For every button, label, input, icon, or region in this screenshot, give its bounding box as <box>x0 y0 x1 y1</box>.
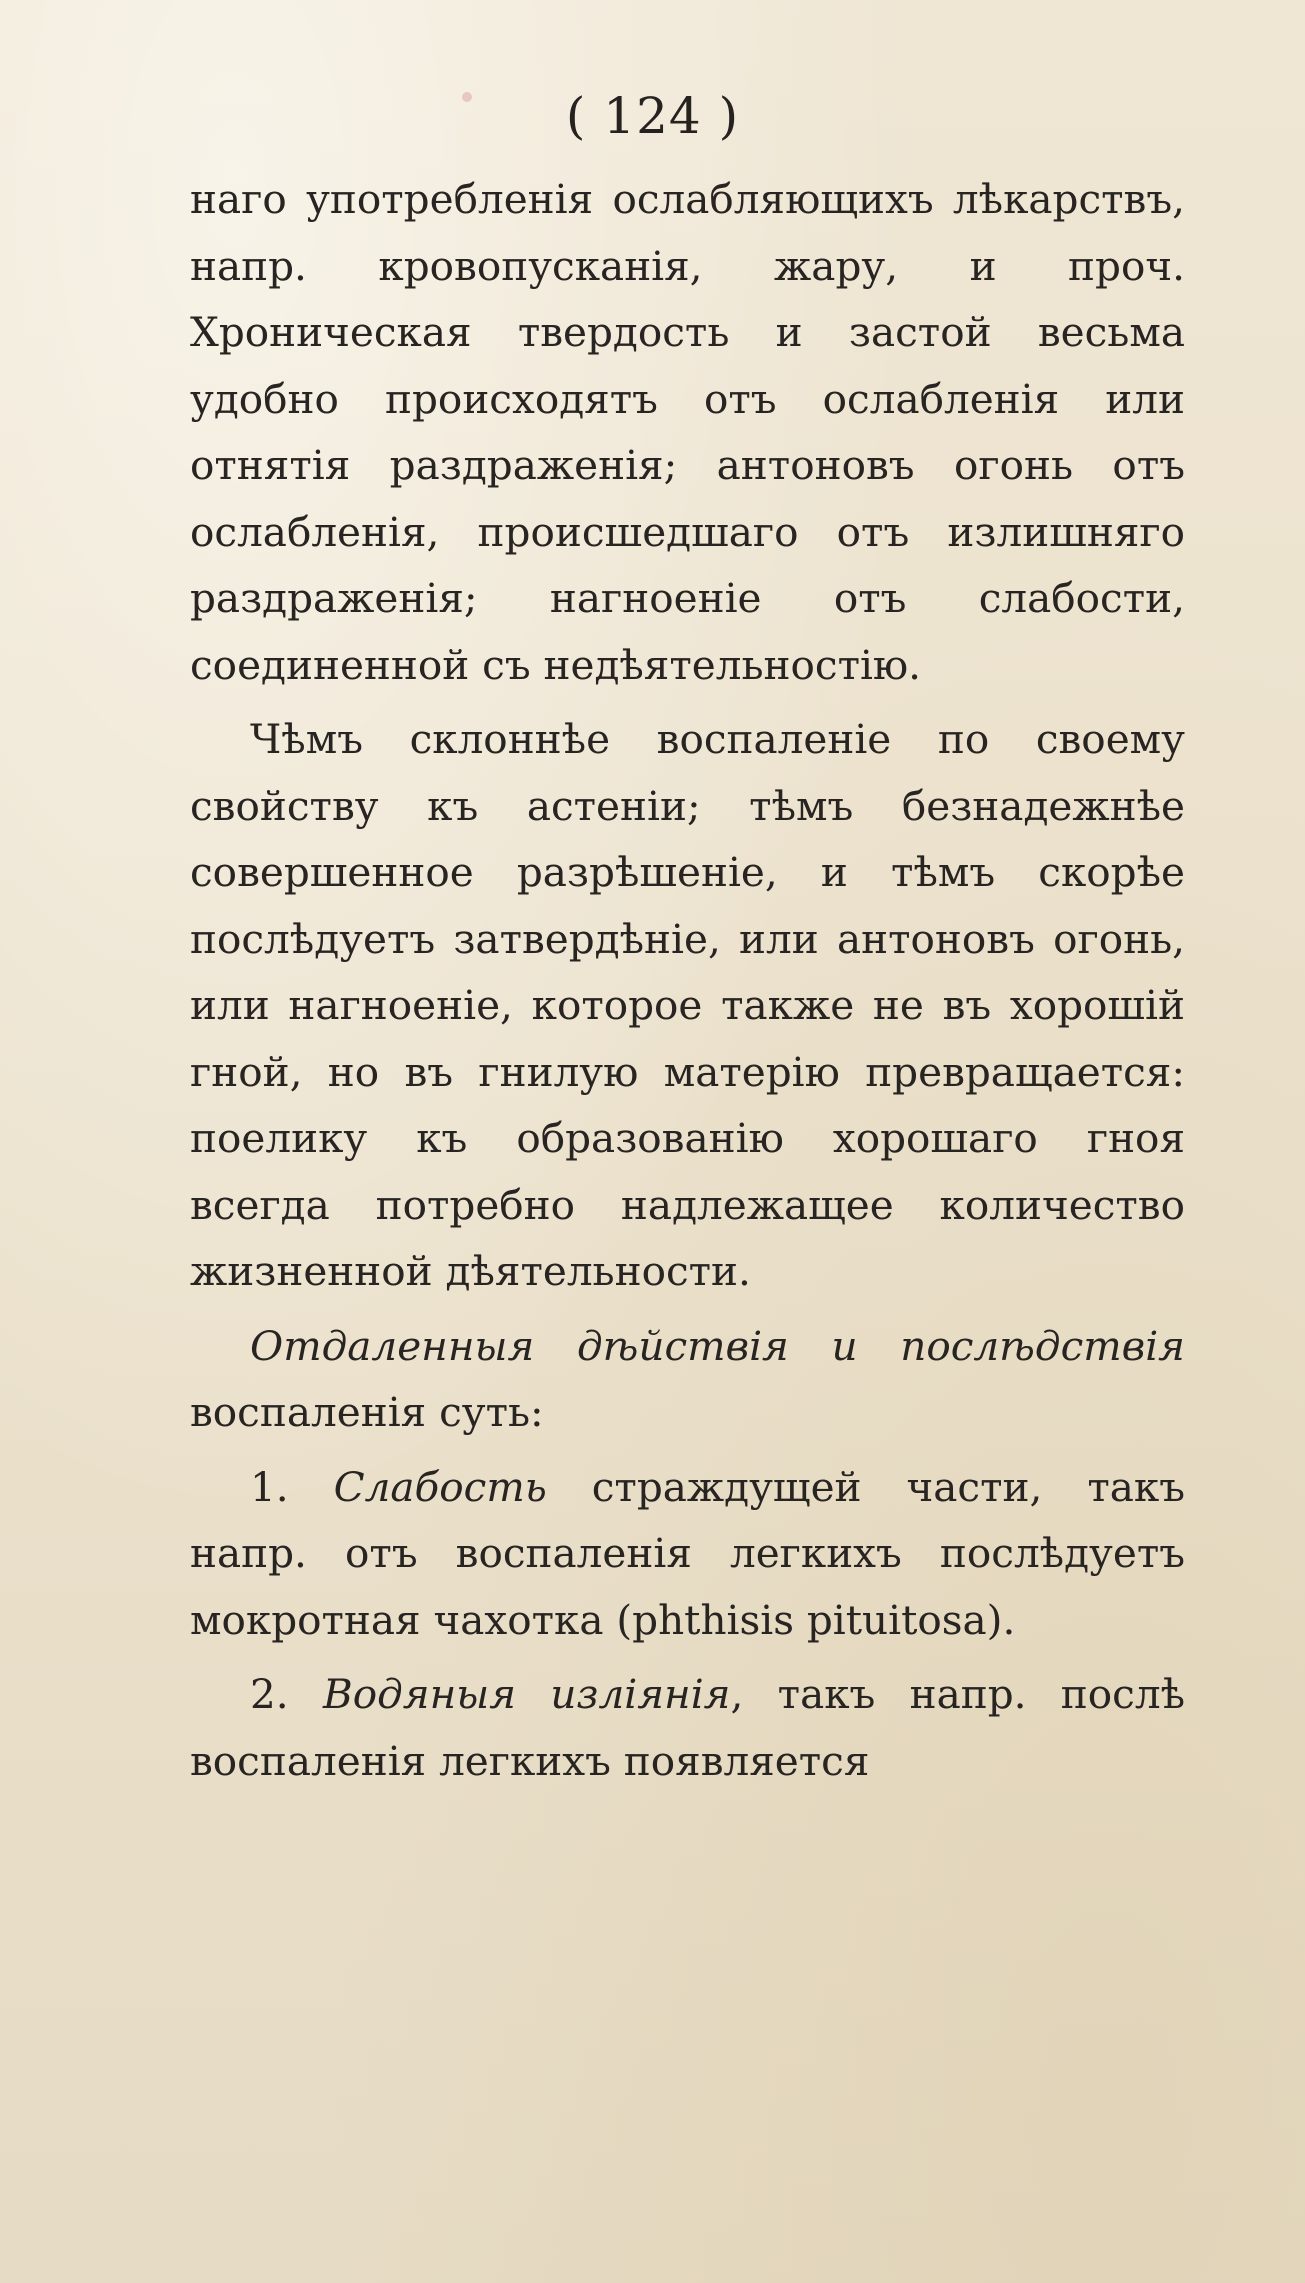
paragraph <box>190 1313 1185 1446</box>
paragraph-text: воспаленія суть: <box>190 1388 544 1436</box>
paragraph <box>190 166 1185 698</box>
page-number: ( 124 ) <box>565 87 740 145</box>
page-body <box>190 166 1185 1794</box>
item-term: Водяныя изліянія <box>322 1670 731 1718</box>
item-text: , такъ напр. послѣ воспаленія легкихъ появляется <box>190 1670 1186 1785</box>
numbered-item <box>190 1454 1185 1654</box>
numbered-item <box>190 1661 1185 1794</box>
item-term: Слабость <box>333 1462 547 1511</box>
italic-heading-text: Отдаленныя дѣйствія и послѣдствія <box>250 1321 1185 1370</box>
paragraph-text: Чѣмъ склоннѣе воспаленіе по своему свойству къ астеніи; тѣмъ безнадежнѣе совершенное разрѣшеніе, и тѣмъ скорѣе послѣдуетъ затвердѣніе, или антоновъ огонь, или нагноеніе, которое также не въ хорошій гной, но въ гнилую матерію превращается: поелику къ образованію хорошаго гноя всегда потребно надлежащее количество жизненной дѣятельности. <box>190 715 1185 1295</box>
item-text: страждущей части, такъ напр. отъ воспаленія легкихъ послѣдуетъ мокротная чахотка (phthisis pituitosa). <box>190 1462 1185 1644</box>
item-number: 2. <box>250 1670 323 1718</box>
paragraph <box>190 706 1185 1305</box>
paragraph-text: наго употребленія ослабляющихъ лѣкарствъ, напр. кровопусканія, жару, и проч. Хроническая твердость и застой весьма удобно происходятъ отъ ослабленія или отнятія раздраженія; антоновъ огонь отъ ослабленія, происшедшаго отъ излишняго раздраженія; нагноеніе отъ слабости, соединенной съ недѣятельностію. <box>190 175 1185 689</box>
item-number: 1. <box>250 1462 334 1511</box>
